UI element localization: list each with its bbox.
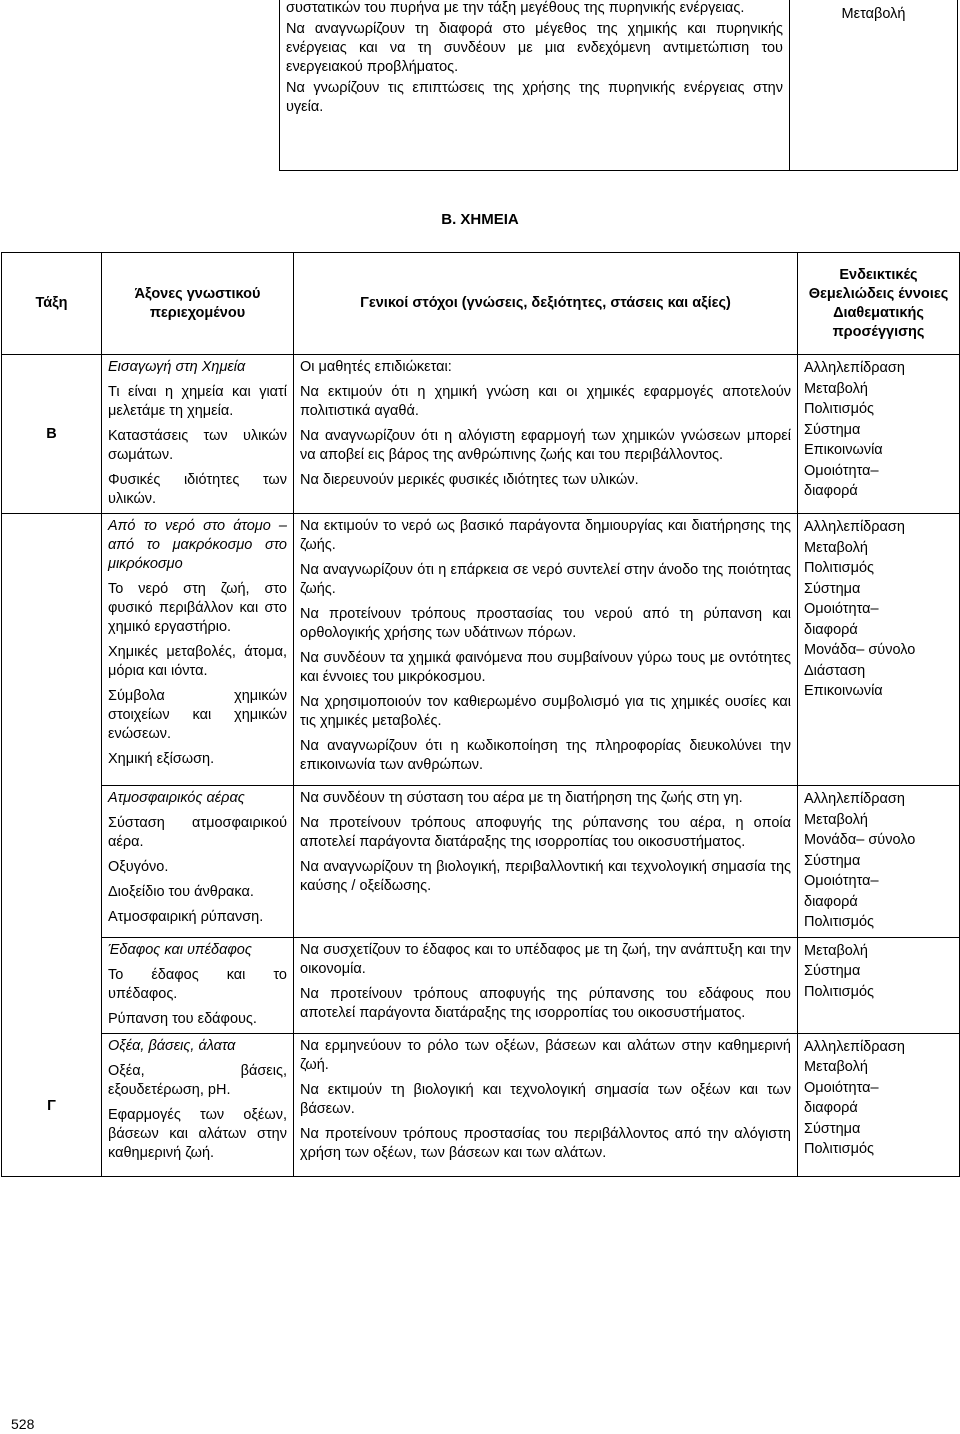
goal-text: συστατικών του πυρήνα με την τάξη μεγέθους της πυρηνικής ενέργειας. (286, 0, 745, 16)
topic-item: Διοξείδιο του άνθρακα. (108, 884, 254, 900)
goal-text: Να προτείνουν τρόπους προστασίας του νερού από τη ρύπανση και ορθολογικής χρήσης των υδάτινων πόρων. (300, 606, 791, 641)
concept: Μεταβολή (804, 942, 868, 959)
header-axes: Άξονες γνωστικού περιεχομένου (102, 253, 294, 355)
goal-text: Να αναγνωρίζουν τη διαφορά στο μέγεθος της χημικής και πυρηνικής ενέργειας και να τη συνδέουν με μια ενδεχόμενη αντιμετώπιση του ενεργειακού προβλήματος. (286, 21, 783, 75)
goal-text: Οι μαθητές επιδιώκεται: (300, 359, 452, 375)
axis-cell (102, 514, 294, 786)
concept: Αλληλεπίδραση (804, 519, 905, 535)
concept: Μεταβολή (804, 539, 868, 556)
concept: Επικοινωνία (804, 683, 883, 699)
concept: Μονάδα– σύνολο (804, 832, 916, 848)
concepts-cell (798, 786, 960, 938)
topic-item: Το έδαφος και το υπέδαφος. (108, 966, 287, 1002)
concept: Πολιτισμός (804, 1141, 875, 1157)
concept: Επικοινωνία (804, 442, 883, 458)
concept: Πολιτισμός (804, 560, 875, 576)
concept: διαφορά (804, 1100, 858, 1116)
concept: διαφορά (804, 893, 858, 910)
continuation-concept (790, 0, 958, 171)
goal-text: Να αναγνωρίζουν τη βιολογική, περιβαλλοντική και τεχνολογική σημασία της καύσης / οξείδωσης. (300, 859, 791, 894)
concept: Αλληλεπίδραση (804, 791, 905, 807)
topic-item: Φυσικές ιδιότητες των υλικών. (108, 472, 287, 507)
table-row (2, 1033, 960, 1176)
table-row (2, 786, 960, 938)
concept: Σύστημα (804, 963, 861, 979)
concept: Σύστημα (804, 580, 861, 597)
topic-item: Ατμοσφαιρική ρύπανση. (108, 909, 264, 925)
topic-item: Ρύπανση του εδάφους. (108, 1010, 257, 1027)
topic-title: Από το νερό στο άτομο – από το μακρόκοσμο στο μικρόκοσμο (108, 518, 287, 572)
goal-text: Να συσχετίζουν το έδαφος και το υπέδαφος με τη ζωή, την ανάπτυξη και την οικονομία. (300, 941, 791, 977)
table-row (2, 937, 960, 1033)
goals-cell (294, 514, 798, 786)
topic-title: Οξέα, βάσεις, άλατα (108, 1037, 236, 1054)
axis-cell-clip (108, 1037, 287, 1172)
goal-text: Να εκτιμούν ότι η χημική γνώση και οι χημικές εφαρμογές αποτελούν πολιτιστικά αγαθά. (300, 384, 791, 419)
goal-text: Να προτείνουν τρόπους αποφυγής της ρύπανσης του εδάφους που αποτελεί παράγοντα διατάραξης της ισορροπίας του οικοσυστήματος. (300, 985, 791, 1021)
goals-cell (294, 937, 798, 1033)
topic-item: Τι είναι η χημεία και γιατί μελετάμε τη χημεία. (108, 384, 287, 419)
page-number: 528 (11, 1416, 35, 1432)
concept: Μεταβολή (804, 811, 868, 828)
goal-text: Να αναγνωρίζουν ότι η επάρκεια σε νερό συντελεί στην άνοδο της ποιότητας ζωής. (300, 562, 791, 597)
table-row (2, 355, 960, 514)
concepts-cell (798, 937, 960, 1033)
concept: Σύστημα (804, 421, 861, 438)
topic-item: Το νερό στη ζωή, στο φυσικό περιβάλλον και στο χημικό εργαστήριο. (108, 581, 287, 635)
topic-item: Εφαρμογές των οξέων, βάσεων και αλάτων στην καθημερινή ζωή. (108, 1106, 287, 1161)
concept: Μεταβολή (804, 380, 868, 397)
grade-cell (2, 514, 102, 1177)
header-concepts: Ενδεικτικές Θεμελιώδεις έννοιες Διαθεματικής προσέγγισης (798, 253, 960, 355)
section-title: Β. ΧΗΜΕΙΑ (441, 211, 519, 228)
goals-cell (294, 355, 798, 514)
goal-text: Να αναγνωρίζουν ότι η αλόγιστη εφαρμογή των χημικών γνώσεων μπορεί να αποβεί εις βάρος της ανθρώπινης ζωής και του περιβάλλοντος. (300, 428, 791, 463)
axis-cell (102, 937, 294, 1033)
concept: Διάσταση (804, 662, 866, 679)
curriculum-table (1, 252, 960, 1177)
goal-text: Να προτείνουν τρόπους αποφυγής της ρύπανσης του αέρα, η οποία αποτελεί παράγοντα διατάραξης της ισορροπίας του οικοσυστήματος. (300, 815, 791, 850)
concept: Αλληλεπίδραση (804, 360, 905, 376)
header-row (2, 253, 960, 355)
goal-text: Να συνδέουν τα χημικά φαινόμενα που συμβαίνουν γύρω τους με οντότητες και έννοιες του μικρόκοσμου. (300, 650, 791, 685)
concept: Μονάδα– σύνολο (804, 642, 916, 658)
continuation-table (279, 0, 958, 171)
grade-label: Β (46, 425, 57, 442)
goal-text: Να ερμηνεύουν το ρόλο των οξέων, βάσεων και αλάτων στην καθημερινή ζωή. (300, 1037, 791, 1073)
goal-text: Να συνδέουν τη σύσταση του αέρα με τη διατήρηση της ζωής στη γη. (300, 790, 743, 806)
concept: Μεταβολή (804, 1059, 868, 1075)
continuation-goals (280, 0, 790, 171)
concept: Ομοιότητα– (804, 1079, 879, 1096)
concepts-cell (798, 514, 960, 786)
topic-item: Οξυγόνο. (108, 859, 169, 875)
header-goals: Γενικοί στόχοι (γνώσεις, δεξιότητες, στάσεις και αξίες) (294, 253, 798, 355)
goal-text: Να εκτιμούν τη βιολογική και τεχνολογική σημασία των οξέων και των βάσεων. (300, 1081, 791, 1117)
topic-title: Εισαγωγή στη Χημεία (108, 359, 246, 375)
concept: Πολιτισμός (804, 914, 875, 930)
axis-cell (102, 355, 294, 514)
goal-text: Να γνωρίζουν τις επιπτώσεις της χρήσης της πυρηνικής ενέργειας στην υγεία. (286, 80, 783, 115)
concept-text: Μεταβολή (841, 6, 906, 22)
concepts-cell (798, 355, 960, 514)
axis-cell (102, 786, 294, 938)
concept: Ομοιότητα– (804, 873, 879, 889)
topic-title: Έδαφος και υπέδαφος (108, 941, 252, 958)
concept: Σύστημα (804, 852, 861, 869)
goal-text: Να εκτιμούν το νερό ως βασικό παράγοντα δημιουργίας και διατήρησης της ζωής. (300, 518, 791, 553)
concept: διαφορά (804, 621, 858, 638)
concept: Πολιτισμός (804, 983, 875, 1000)
grade-cell (2, 355, 102, 514)
topic-item: Χημική εξίσωση. (108, 751, 215, 767)
topic-title: Ατμοσφαιρικός αέρας (108, 790, 245, 806)
goals-cell (294, 1033, 798, 1176)
concept: Σύστημα (804, 1120, 861, 1137)
axis-cell (102, 1033, 294, 1176)
topic-item: Σύσταση ατμοσφαιρικού αέρα. (108, 815, 287, 850)
grade-label: Γ (47, 1097, 56, 1114)
concept: Ομοιότητα– (804, 601, 879, 617)
goal-text: Να προτείνουν τρόπους προστασίας του περιβάλλοντος από την αλόγιστη χρήση των οξέων, των βάσεων και των αλάτων. (300, 1125, 791, 1161)
topic-item: Οξέα, βάσεις, εξουδετέρωση, pH. (108, 1062, 287, 1098)
goal-text: Να διερευνούν μερικές φυσικές ιδιότητες των υλικών. (300, 472, 639, 488)
goal-text: Να χρησιμοποιούν τον καθιερωμένο συμβολισμό για τις χημικές ουσίες και τις χημικές μεταβολές. (300, 694, 791, 729)
goal-text: Να αναγνωρίζουν ότι η κωδικοποίηση της πληροφορίας διευκολύνει την επικοινωνία των ανθρώπων. (300, 738, 791, 773)
concept: διαφορά (804, 483, 858, 499)
topic-item: Καταστάσεις των υλικών σωμάτων. (108, 428, 287, 463)
header-taxi: Τάξη (2, 253, 102, 355)
concept: Ομοιότητα– (804, 462, 879, 479)
topic-item: Σύμβολα χημικών στοιχείων και χημικών ενώσεων. (108, 688, 287, 742)
topic-item: Χημικές μεταβολές, άτομα, μόρια και ιόντα. (108, 644, 287, 679)
table-row (2, 514, 960, 786)
concept: Αλληλεπίδραση (804, 1038, 905, 1055)
concept: Πολιτισμός (804, 401, 875, 417)
goals-cell (294, 786, 798, 938)
concepts-cell (798, 1033, 960, 1176)
